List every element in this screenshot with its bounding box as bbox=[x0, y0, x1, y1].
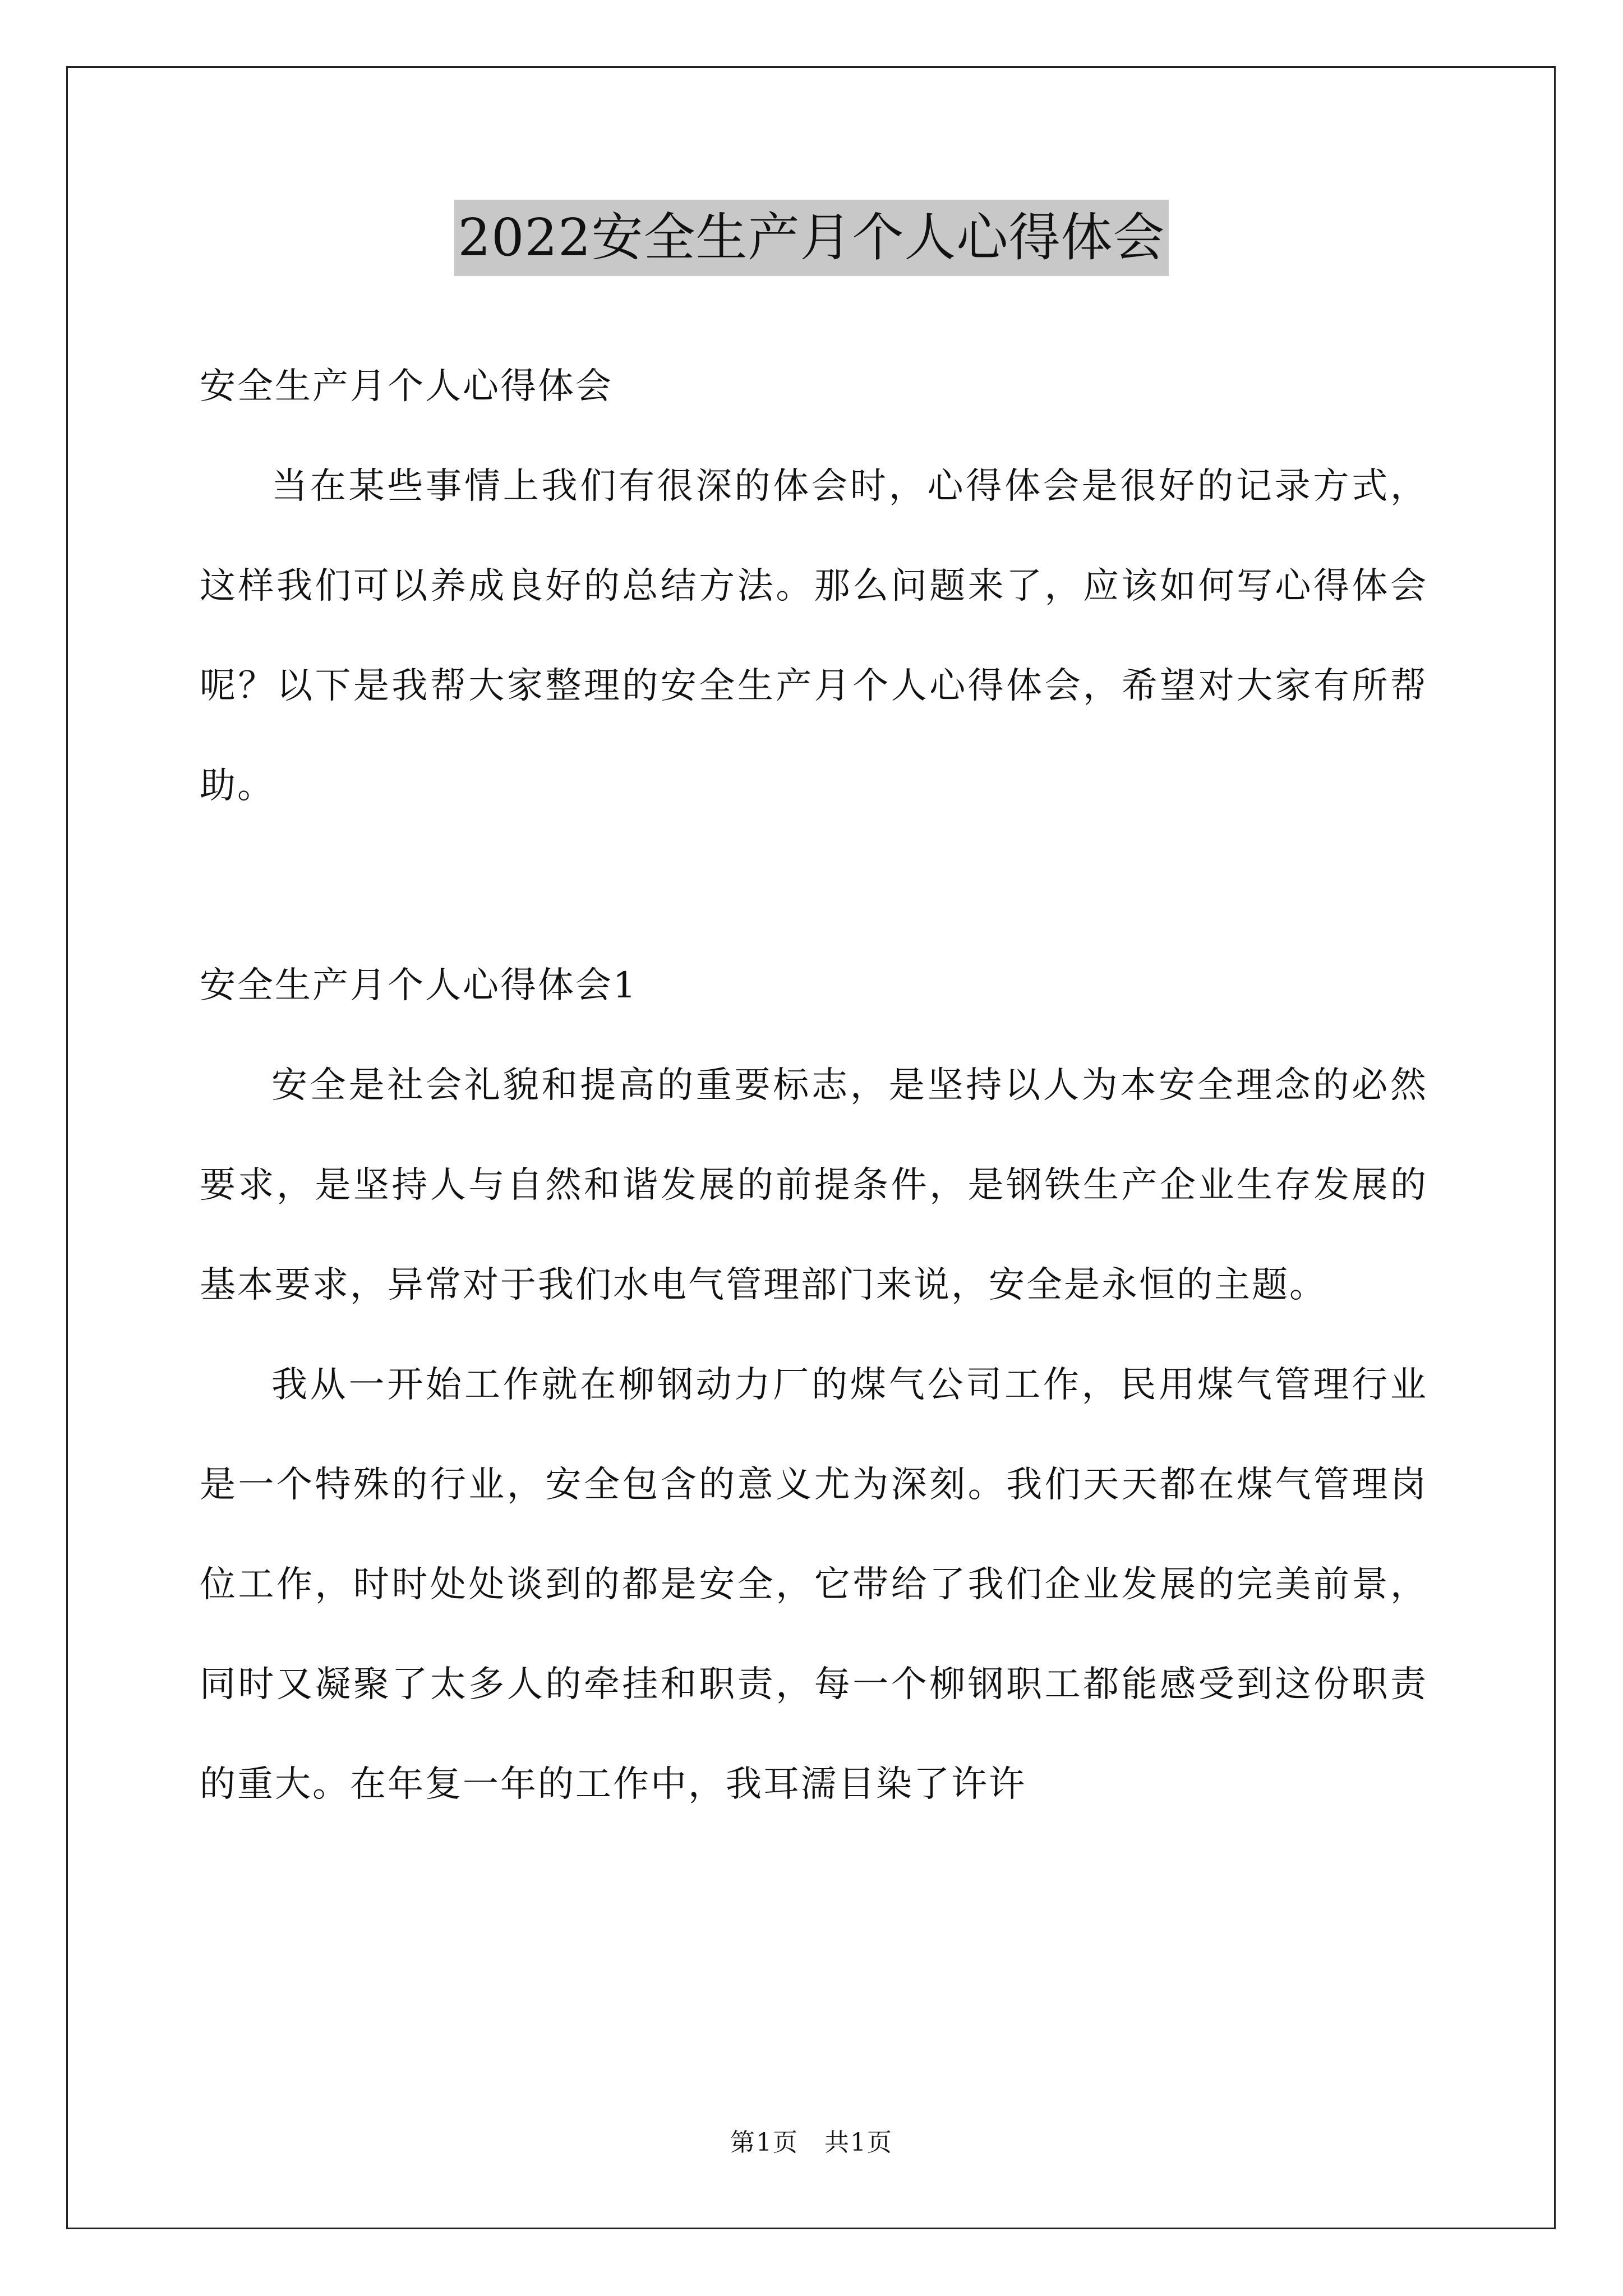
section1-paragraph-1: 安全是社会礼貌和提高的重要标志，是坚持以人为本安全理念的必然要求，是坚持人与自然和谐发展的前提条件，是钢铁生产企业生存发展的基本要求，异常对于我们水电气管理部门来说，安全是永恒的主题。 bbox=[200, 1065, 1428, 1306]
document-title: 2022安全生产月个人心得体会 bbox=[454, 200, 1168, 276]
section1-heading: 安全生产月个人心得体会1 bbox=[200, 965, 638, 1006]
document-body bbox=[200, 337, 1428, 1834]
intro-heading: 安全生产月个人心得体会 bbox=[200, 366, 613, 407]
section1-paragraph-2: 我从一开始工作就在柳钢动力厂的煤气公司工作，民用煤气管理行业是一个特殊的行业，安全包含的意义尤为深刻。我们天天都在煤气管理岗位工作，时时处处谈到的都是安全，它带给了我们企业发展的完美前景，同时又凝聚了太多人的牵挂和职责，每一个柳钢职工都能感受到这份职责的重大。在年复一年的工作中，我耳濡目染了许许 bbox=[200, 1364, 1428, 1805]
intro-paragraph: 当在某些事情上我们有很深的体会时，心得体会是很好的记录方式，这样我们可以养成良好的总结方法。那么问题来了，应该如何写心得体会呢？以下是我帮大家整理的安全生产月个人心得体会，希望对大家有所帮助。 bbox=[200, 466, 1428, 807]
title-container bbox=[0, 200, 1623, 276]
page-footer: 第1页 共1页 bbox=[730, 2128, 893, 2157]
